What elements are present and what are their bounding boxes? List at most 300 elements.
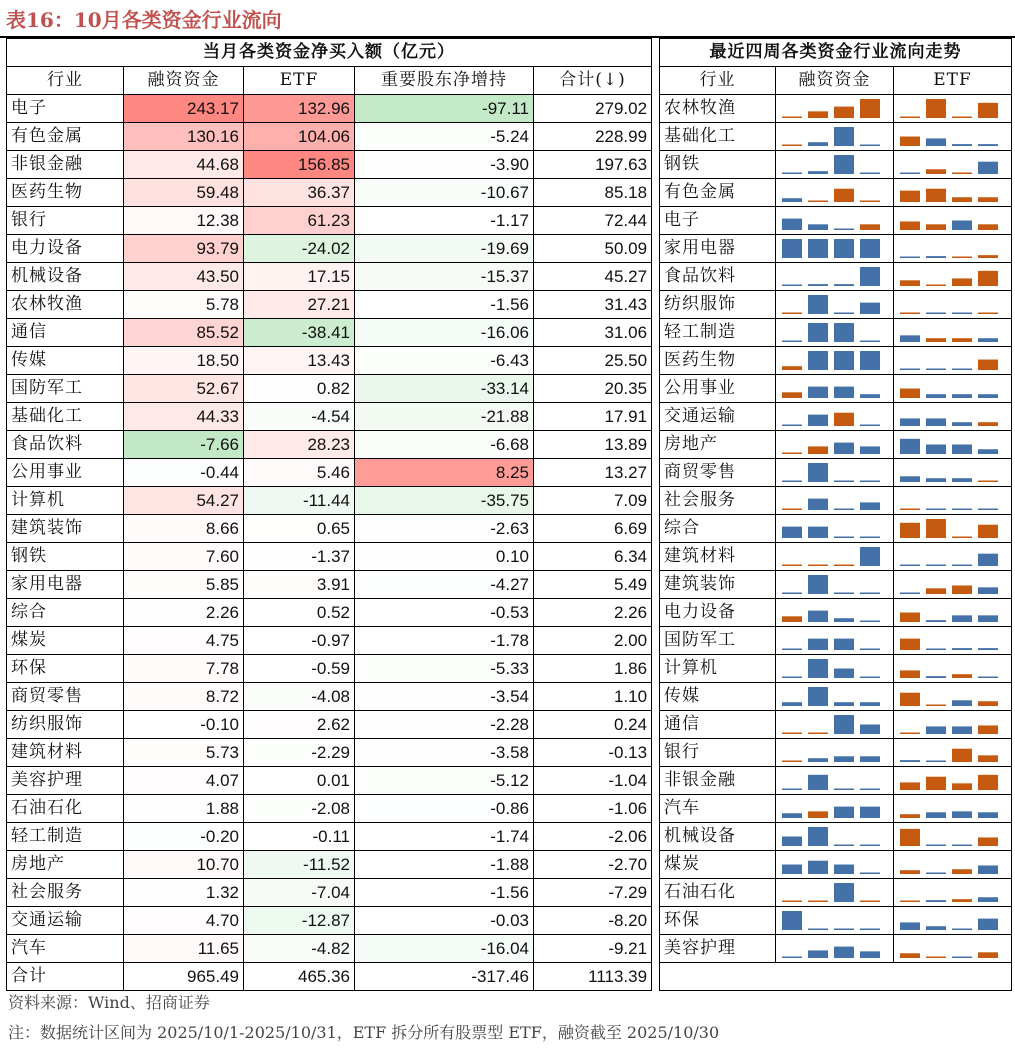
- industry-cell: 纺织服饰: [660, 291, 776, 319]
- week-bar: [900, 639, 920, 650]
- week-bar: [782, 865, 802, 875]
- margin-trend-cell: [776, 543, 894, 571]
- industry-cell: 环保: [660, 907, 776, 935]
- holder-cell: -2.63: [355, 515, 534, 543]
- margin-sparkline: [776, 95, 894, 122]
- industry-cell: 通信: [7, 319, 124, 347]
- week-bar: [782, 313, 802, 315]
- week-bar: [834, 284, 854, 286]
- holder-cell: -10.67: [355, 179, 534, 207]
- table-row: [660, 487, 1012, 515]
- margin-trend-cell: [776, 459, 894, 487]
- total-cell: -0.13: [534, 739, 652, 767]
- week-bar: [952, 749, 972, 762]
- week-bar: [978, 837, 998, 846]
- holder-cell: -1.56: [355, 879, 534, 907]
- margin-trend-cell: [776, 207, 894, 235]
- week-bar: [808, 295, 828, 314]
- etf-trend-cell: [894, 739, 1012, 767]
- week-bar: [978, 144, 998, 146]
- week-bar: [834, 845, 854, 847]
- holder-cell: -3.54: [355, 683, 534, 711]
- week-bar: [900, 509, 920, 511]
- industry-cell: 有色金属: [7, 123, 124, 151]
- margin-sparkline: [776, 599, 894, 626]
- holder-cell: -4.27: [355, 571, 534, 599]
- industry-cell: 纺织服饰: [7, 711, 124, 739]
- margin-trend-cell: [776, 431, 894, 459]
- table-row: [660, 319, 1012, 347]
- margin-trend-cell: [776, 935, 894, 963]
- table-row: [660, 459, 1012, 487]
- week-bar: [834, 323, 854, 342]
- table-row: [7, 319, 652, 347]
- week-bar: [860, 351, 880, 370]
- etf-cell: -4.54: [244, 403, 355, 431]
- etf-trend-cell: [894, 459, 1012, 487]
- week-bar: [808, 499, 828, 510]
- margin-trend-cell: [776, 291, 894, 319]
- week-bar: [808, 351, 828, 370]
- margin-sparkline: [776, 319, 894, 346]
- etf-trend-cell: [894, 151, 1012, 179]
- margin-trend-cell: [776, 627, 894, 655]
- industry-cell: 银行: [7, 207, 124, 235]
- week-bar: [900, 733, 920, 735]
- week-bar: [782, 911, 802, 930]
- week-bar: [900, 418, 920, 426]
- week-bar: [860, 845, 880, 847]
- week-bar: [808, 224, 828, 230]
- holder-cell: -0.86: [355, 795, 534, 823]
- table-row: [7, 235, 652, 263]
- etf-cell: 3.91: [244, 571, 355, 599]
- etf-cell: -38.41: [244, 319, 355, 347]
- week-bar: [834, 127, 854, 146]
- holder-cell: -5.24: [355, 123, 534, 151]
- margin-trend-cell: [776, 515, 894, 543]
- week-bar: [900, 922, 920, 930]
- week-bar: [808, 323, 828, 342]
- etf-sparkline: [894, 235, 1012, 262]
- etf-sparkline: [894, 907, 1012, 934]
- week-bar: [926, 256, 946, 258]
- holder-cell: -16.04: [355, 935, 534, 963]
- margin-cell: 44.68: [124, 151, 244, 179]
- etf-cell: -24.02: [244, 235, 355, 263]
- total-row: [7, 963, 652, 991]
- total-cell: 17.91: [534, 403, 652, 431]
- etf-cell: -0.97: [244, 627, 355, 655]
- table-row: [7, 655, 652, 683]
- week-bar: [978, 755, 998, 762]
- etf-sparkline: [894, 291, 1012, 318]
- table-row: [7, 907, 652, 935]
- margin-trend-cell: [776, 711, 894, 739]
- etf-sparkline: [894, 711, 1012, 738]
- margin-cell: 1.32: [124, 879, 244, 907]
- etf-sparkline: [894, 683, 1012, 710]
- industry-cell: 非银金融: [7, 151, 124, 179]
- industry-cell: 基础化工: [7, 403, 124, 431]
- week-bar: [834, 239, 854, 258]
- week-bar: [952, 585, 972, 594]
- week-bar: [834, 593, 854, 595]
- week-bar: [834, 443, 854, 454]
- etf-sparkline: [894, 375, 1012, 402]
- margin-cell: 93.79: [124, 235, 244, 263]
- week-bar: [926, 394, 946, 398]
- table-row: [7, 291, 652, 319]
- holder-cell: -6.43: [355, 347, 534, 375]
- margin-trend-cell: [776, 403, 894, 431]
- margin-sparkline: [776, 543, 894, 570]
- holder-cell: -0.03: [355, 907, 534, 935]
- industry-cell: 家用电器: [660, 235, 776, 263]
- week-bar: [860, 173, 880, 175]
- week-bar: [978, 897, 998, 902]
- week-bar: [808, 463, 828, 482]
- table-row: [660, 403, 1012, 431]
- week-bar: [952, 509, 972, 511]
- week-bar: [978, 725, 998, 734]
- etf-sparkline: [894, 543, 1012, 570]
- margin-cell: 8.66: [124, 515, 244, 543]
- margin-sparkline: [776, 907, 894, 934]
- week-bar: [952, 957, 972, 959]
- holder-cell: -1.56: [355, 291, 534, 319]
- week-bar: [926, 312, 946, 314]
- margin-sparkline: [776, 459, 894, 486]
- week-bar: [860, 145, 880, 147]
- etf-cell: 61.23: [244, 207, 355, 235]
- etf-sparkline: [894, 571, 1012, 598]
- margin-sparkline: [776, 739, 894, 766]
- week-bar: [926, 509, 946, 511]
- margin-trend-cell: [776, 907, 894, 935]
- total-cell: 2.00: [534, 627, 652, 655]
- etf-trend-cell: [894, 263, 1012, 291]
- margin-trend-cell: [776, 179, 894, 207]
- week-bar: [808, 284, 828, 286]
- etf-cell: 0.01: [244, 767, 355, 795]
- industry-cell: 通信: [660, 711, 776, 739]
- etf-trend-cell: [894, 627, 1012, 655]
- week-bar: [834, 789, 854, 791]
- total-cell: 20.35: [534, 375, 652, 403]
- week-bar: [808, 611, 828, 622]
- week-bar: [860, 502, 880, 510]
- etf-sparkline: [894, 151, 1012, 178]
- holder-cell: -2.28: [355, 711, 534, 739]
- week-bar: [926, 649, 946, 651]
- table-row: [7, 179, 652, 207]
- total-cell: 31.43: [534, 291, 652, 319]
- etf-trend-cell: [894, 207, 1012, 235]
- week-bar: [978, 919, 998, 930]
- etf-trend-cell: [894, 515, 1012, 543]
- week-bar: [808, 387, 828, 398]
- industry-cell: 交通运输: [660, 403, 776, 431]
- week-bar: [860, 425, 880, 427]
- table-row: [7, 823, 652, 851]
- margin-trend-cell: [776, 879, 894, 907]
- table-row: [7, 795, 652, 823]
- page-title: 表16：10月各类资金行业流向: [6, 8, 282, 32]
- etf-sparkline: [894, 599, 1012, 626]
- holder-cell: -21.88: [355, 403, 534, 431]
- margin-cell: 11.65: [124, 935, 244, 963]
- etf-trend-cell: [894, 711, 1012, 739]
- margin-sparkline: [776, 851, 894, 878]
- week-bar: [834, 313, 854, 315]
- etf-trend-cell: [894, 347, 1012, 375]
- industry-cell: 轻工制造: [7, 823, 124, 851]
- etf-cell: 5.46: [244, 459, 355, 487]
- week-bar: [808, 446, 828, 454]
- week-bar: [782, 901, 802, 903]
- industry-cell: 综合: [7, 599, 124, 627]
- table-row: [7, 207, 652, 235]
- total-cell: -1.04: [534, 767, 652, 795]
- etf-trend-cell: [894, 319, 1012, 347]
- week-bar: [782, 702, 802, 706]
- week-bar: [926, 285, 946, 287]
- table-row: [660, 263, 1012, 291]
- week-bar: [860, 224, 880, 230]
- week-bar: [860, 547, 880, 566]
- holder-cell: -3.58: [355, 739, 534, 767]
- week-bar: [952, 394, 972, 398]
- total-cell: -2.70: [534, 851, 652, 879]
- week-bar: [834, 639, 854, 650]
- table-row: [7, 403, 652, 431]
- margin-cell: -0.10: [124, 711, 244, 739]
- week-bar: [860, 239, 880, 258]
- week-bar: [926, 418, 946, 426]
- week-bar: [834, 947, 854, 958]
- etf-cell: 27.21: [244, 291, 355, 319]
- week-bar: [900, 257, 920, 259]
- week-bar: [900, 870, 920, 874]
- week-bar: [782, 285, 802, 287]
- left-column-header: 融资资金: [124, 67, 244, 95]
- industry-cell: 社会服务: [7, 879, 124, 907]
- source-note: 资料来源：Wind、招商证券: [8, 993, 210, 1012]
- industry-cell: 国防军工: [660, 627, 776, 655]
- industry-cell: 家用电器: [7, 571, 124, 599]
- week-bar: [952, 726, 972, 734]
- industry-cell: 石油石化: [660, 879, 776, 907]
- holder-cell: -1.88: [355, 851, 534, 879]
- table-row: [7, 95, 652, 123]
- margin-cell: 4.70: [124, 907, 244, 935]
- margin-cell: 52.67: [124, 375, 244, 403]
- week-bar: [860, 341, 880, 343]
- week-bar: [834, 756, 854, 762]
- week-bar: [952, 422, 972, 426]
- margin-cell: 130.16: [124, 123, 244, 151]
- industry-cell: 传媒: [660, 683, 776, 711]
- etf-trend-cell: [894, 179, 1012, 207]
- margin-sparkline: [776, 347, 894, 374]
- industry-cell: 社会服务: [660, 487, 776, 515]
- industry-cell: 美容护理: [7, 767, 124, 795]
- margin-sparkline: [776, 207, 894, 234]
- week-bar: [900, 173, 920, 175]
- week-bar: [978, 481, 998, 483]
- industry-cell: 银行: [660, 739, 776, 767]
- margin-sparkline: [776, 879, 894, 906]
- week-bar: [808, 142, 828, 146]
- industry-cell: 公用事业: [7, 459, 124, 487]
- industry-cell: 公用事业: [660, 375, 776, 403]
- week-bar: [900, 280, 920, 286]
- week-bar: [782, 527, 802, 538]
- week-bar: [834, 413, 854, 426]
- week-bar: [860, 677, 880, 679]
- week-bar: [900, 137, 920, 147]
- week-bar: [978, 775, 998, 790]
- etf-sparkline: [894, 935, 1012, 962]
- week-bar: [860, 901, 880, 903]
- week-bar: [952, 313, 972, 315]
- week-bar: [926, 99, 946, 118]
- etf-cell: 132.96: [244, 95, 355, 123]
- industry-cell: 电力设备: [7, 235, 124, 263]
- margin-sparkline: [776, 655, 894, 682]
- etf-sparkline: [894, 347, 1012, 374]
- week-bar: [834, 537, 854, 539]
- week-bar: [808, 811, 828, 818]
- etf-cell: -2.08: [244, 795, 355, 823]
- margin-trend-cell: [776, 123, 894, 151]
- four-week-trend-table: [659, 38, 1012, 991]
- holder-cell: -19.69: [355, 235, 534, 263]
- etf-sparkline: [894, 627, 1012, 654]
- week-bar: [860, 481, 880, 483]
- week-bar: [782, 366, 802, 370]
- week-bar: [978, 554, 998, 566]
- week-bar: [782, 733, 802, 735]
- margin-cell: 7.60: [124, 543, 244, 571]
- week-bar: [926, 138, 946, 146]
- industry-cell: 汽车: [7, 935, 124, 963]
- week-bar: [860, 201, 880, 203]
- industry-cell: 电力设备: [660, 599, 776, 627]
- week-bar: [900, 221, 920, 230]
- week-bar: [900, 760, 920, 762]
- industry-cell: 农林牧渔: [7, 291, 124, 319]
- margin-cell: 18.50: [124, 347, 244, 375]
- etf-trend-cell: [894, 851, 1012, 879]
- etf-cell: -7.04: [244, 879, 355, 907]
- right-column-header: ETF: [894, 67, 1012, 95]
- week-bar: [978, 224, 998, 230]
- margin-cell: 243.17: [124, 95, 244, 123]
- industry-cell: 医药生物: [660, 347, 776, 375]
- table-row: [7, 571, 652, 599]
- total-cell: -9.21: [534, 935, 652, 963]
- margin-sparkline: [776, 431, 894, 458]
- total-cell: 13.27: [534, 459, 652, 487]
- etf-sparkline: [894, 767, 1012, 794]
- week-bar: [782, 837, 802, 847]
- industry-cell: 房地产: [7, 851, 124, 879]
- table-row: [660, 907, 1012, 935]
- total-cell: 85.18: [534, 179, 652, 207]
- table-row: [660, 123, 1012, 151]
- margin-cell: 8.72: [124, 683, 244, 711]
- table-row: [7, 515, 652, 543]
- industry-cell: 建筑装饰: [660, 571, 776, 599]
- industry-cell: 综合: [660, 515, 776, 543]
- industry-cell: 建筑材料: [660, 543, 776, 571]
- etf-cell: -11.52: [244, 851, 355, 879]
- week-bar: [808, 950, 828, 958]
- week-bar: [978, 394, 998, 398]
- week-bar: [834, 387, 854, 398]
- week-bar: [926, 445, 946, 455]
- table-row: [7, 123, 652, 151]
- table-row: [660, 739, 1012, 767]
- week-bar: [808, 111, 828, 118]
- total-cell: 1.10: [534, 683, 652, 711]
- margin-cell: 5.85: [124, 571, 244, 599]
- etf-cell: -0.11: [244, 823, 355, 851]
- week-bar: [926, 620, 946, 622]
- industry-cell: 有色金属: [660, 179, 776, 207]
- margin-trend-cell: [776, 739, 894, 767]
- margin-trend-cell: [776, 375, 894, 403]
- table-row: [7, 767, 652, 795]
- week-bar: [978, 162, 998, 174]
- industry-cell: 食品饮料: [7, 431, 124, 459]
- etf-cell: 17.15: [244, 263, 355, 291]
- week-bar: [978, 648, 998, 650]
- week-bar: [808, 575, 828, 594]
- table-row: [7, 543, 652, 571]
- total-cell: 7.09: [534, 487, 652, 515]
- week-bar: [926, 845, 946, 847]
- margin-sparkline: [776, 935, 894, 962]
- week-bar: [782, 392, 802, 398]
- etf-cell: 0.65: [244, 515, 355, 543]
- industry-cell: 机械设备: [660, 823, 776, 851]
- empty-cell: [660, 963, 1012, 991]
- total-cell: 50.09: [534, 235, 652, 263]
- margin-trend-cell: [776, 263, 894, 291]
- table-row: [660, 627, 1012, 655]
- week-bar: [952, 117, 972, 119]
- total-cell: -7.29: [534, 879, 652, 907]
- etf-sparkline: [894, 515, 1012, 542]
- table-row: [660, 823, 1012, 851]
- week-bar: [782, 173, 802, 175]
- holder-cell: -97.11: [355, 95, 534, 123]
- industry-cell: 钢铁: [7, 543, 124, 571]
- week-bar: [782, 219, 802, 230]
- week-bar: [808, 775, 828, 790]
- etf-trend-cell: [894, 907, 1012, 935]
- industry-cell: 机械设备: [7, 263, 124, 291]
- total-cell: -2.06: [534, 823, 652, 851]
- week-bar: [808, 527, 828, 538]
- week-bar: [926, 224, 946, 230]
- total-cell: 31.06: [534, 319, 652, 347]
- etf-cell: 104.06: [244, 123, 355, 151]
- total-cell: 6.34: [534, 543, 652, 571]
